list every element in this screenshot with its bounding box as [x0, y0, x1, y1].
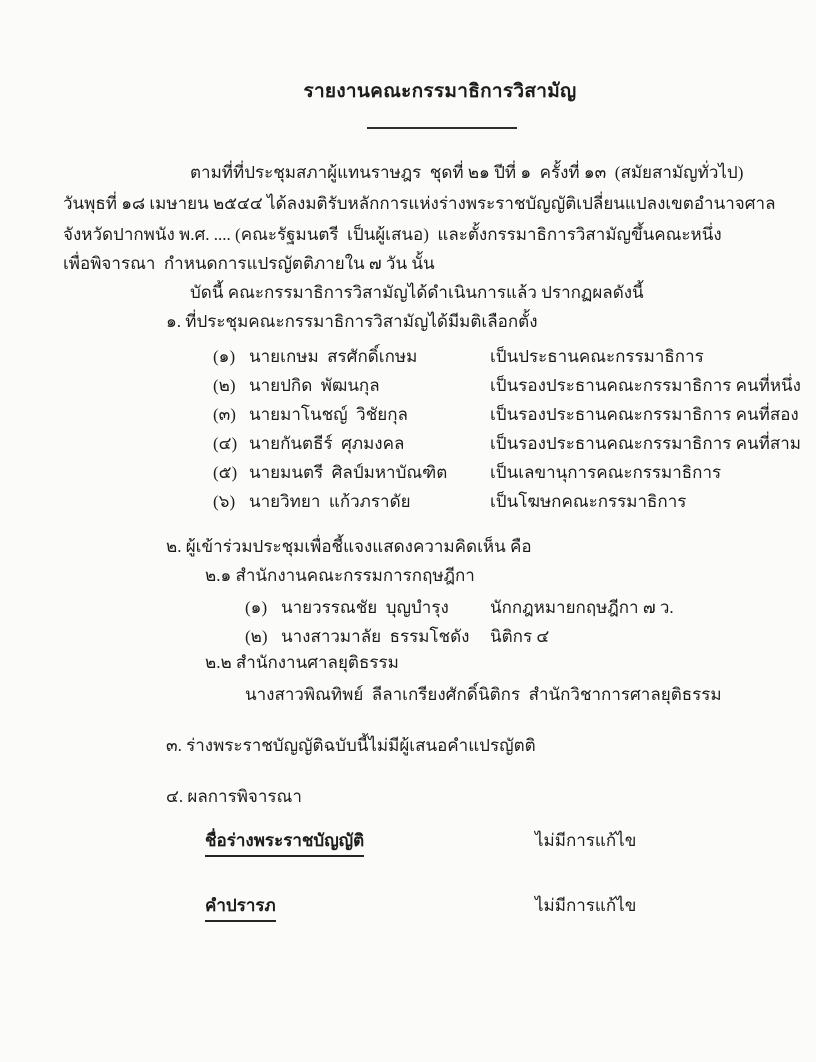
result-value: ไม่มีการแก้ไข	[535, 831, 637, 850]
section2-sub2-heading: ๒.๒ สำนักงานศาลยุติธรรม	[205, 653, 399, 672]
attendee-row	[0, 623, 816, 649]
document-title: รายงานคณะกรรมาธิการวิสามัญ	[303, 81, 577, 102]
result-row	[0, 827, 816, 853]
committee-member-row	[0, 372, 816, 398]
member-role: เป็นรองประธานคณะกรรมาธิการ คนที่สอง	[490, 405, 799, 424]
result-intro-line: บัดนี้ คณะกรรมาธิการวิสามัญได้ดำเนินการแล้ว ปรากฏผลดังนี้	[190, 283, 644, 302]
member-role: เป็นโฆษกคณะกรรมาธิการ	[490, 492, 687, 511]
attendee-role: นิติกร สำนักวิชาการศาลยุติธรรม	[478, 685, 722, 704]
member-role: เป็นเลขานุการคณะกรรมาธิการ	[490, 463, 722, 482]
member-number: (๖)	[213, 492, 236, 511]
section2-heading: ๒. ผู้เข้าร่วมประชุมเพื่อชี้แจงแสดงความคิดเห็น คือ	[166, 537, 532, 556]
committee-member-row	[0, 430, 816, 456]
member-name: นายมาโนชญ์ วิชัยกุล	[249, 405, 408, 424]
intro-line-4: เพื่อพิจารณา กำหนดการแปรญัตติภายใน ๗ วัน นั้น	[63, 254, 435, 273]
result-label: คำปรารภ	[205, 892, 276, 922]
committee-member-row	[0, 401, 816, 427]
member-role: เป็นประธานคณะกรรมาธิการ	[490, 347, 704, 366]
attendee-role: นิติกร ๔	[490, 627, 550, 646]
attendee-role: นักกฎหมายกฤษฎีกา ๗ ว.	[490, 598, 674, 617]
member-name: นายมนตรี ศิลป์มหาบัณฑิต	[249, 463, 448, 482]
title-divider-line	[367, 127, 517, 129]
committee-member-row	[0, 343, 816, 369]
member-number: (๑)	[213, 347, 236, 366]
section2-sub1-heading: ๒.๑ สำนักงานคณะกรรมการกฤษฎีกา	[205, 566, 475, 585]
intro-line-2: วันพุธที่ ๑๘ เมษายน ๒๕๔๔ ได้ลงมติรับหลักการแห่งร่างพระราชบัญญัติเปลี่ยนแปลงเขตอำนาจศาล	[63, 194, 776, 213]
member-number: (๒)	[213, 376, 236, 395]
member-number: (๔)	[213, 434, 238, 453]
member-name: นายปกิด พัฒนกุล	[249, 376, 380, 395]
member-role: เป็นรองประธานคณะกรรมาธิการ คนที่สาม	[490, 434, 801, 453]
member-role: เป็นรองประธานคณะกรรมาธิการ คนที่หนึ่ง	[490, 376, 801, 395]
member-number: (๓)	[213, 405, 236, 424]
result-value: ไม่มีการแก้ไข	[535, 896, 637, 915]
member-number: (๕)	[213, 463, 238, 482]
section3-heading: ๓. ร่างพระราชบัญญัติฉบับนี้ไม่มีผู้เสนอคำแปรญัตติ	[166, 736, 536, 755]
attendee-number: (๒)	[245, 627, 268, 646]
attendee-row	[0, 681, 816, 707]
member-name: นายกันตธีร์ ศุภมงคล	[249, 434, 405, 453]
attendee-name: นายวรรณชัย บุญบำรุง	[281, 598, 449, 617]
intro-line-1: ตามที่ที่ประชุมสภาผู้แทนราษฎร ชุดที่ ๒๑ ปีที่ ๑ ครั้งที่ ๑๓ (สมัยสามัญทั่วไป)	[190, 163, 744, 182]
result-label: ชื่อร่างพระราชบัญญัติ	[205, 827, 364, 857]
attendee-name: นางสาวมาลัย ธรรมโชดัง	[281, 627, 470, 646]
intro-line-3: จังหวัดปากพนัง พ.ศ. .... (คณะรัฐมนตรี เป็นผู้เสนอ) และตั้งกรรมาธิการวิสามัญขึ้นคณะหนึ่ง	[63, 225, 722, 244]
member-name: นายวิทยา แก้วภราดัย	[249, 492, 411, 511]
attendee-row	[0, 594, 816, 620]
attendee-name: นางสาวพิณทิพย์ ลีลาเกรียงศักดิ์	[245, 685, 478, 704]
section1-heading: ๑. ที่ประชุมคณะกรรมาธิการวิสามัญได้มีมติเลือกตั้ง	[166, 312, 538, 331]
committee-member-row	[0, 459, 816, 485]
section4-heading: ๔. ผลการพิจารณา	[166, 787, 302, 806]
member-name: นายเกษม สรศักดิ์เกษม	[249, 347, 418, 366]
attendee-number: (๑)	[245, 598, 268, 617]
result-row	[0, 892, 816, 918]
committee-member-row	[0, 488, 816, 514]
